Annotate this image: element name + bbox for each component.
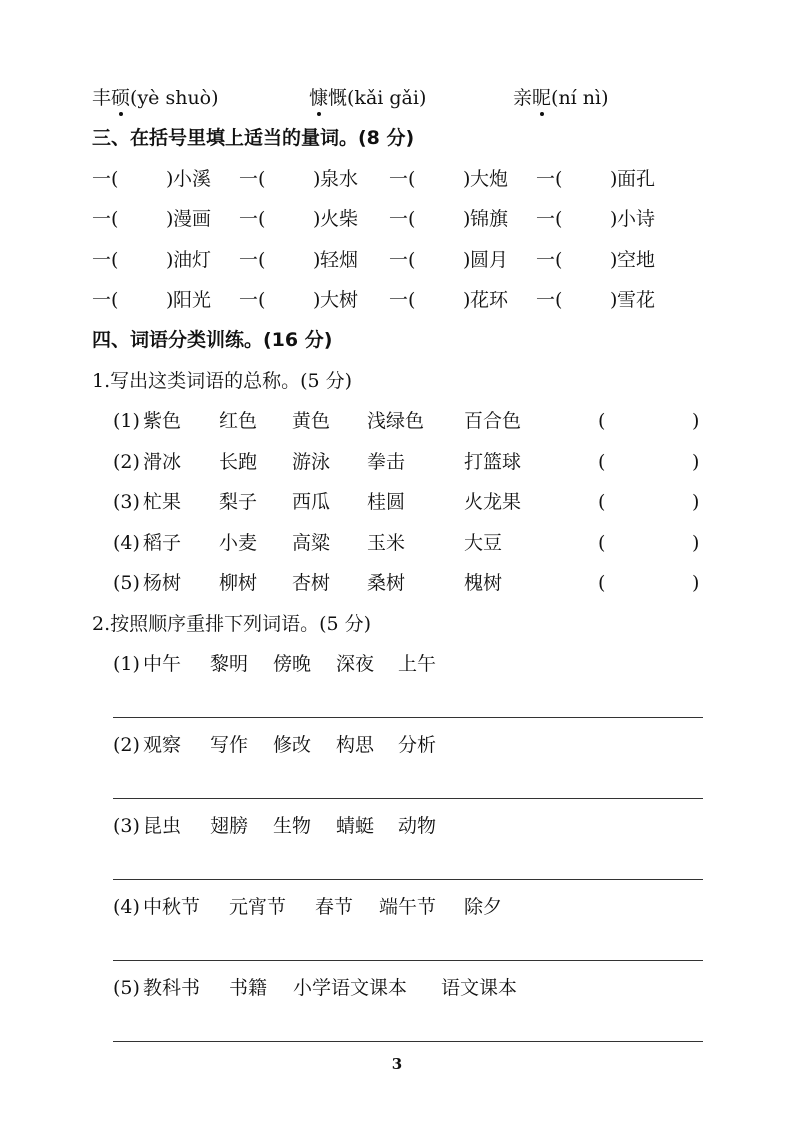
category-word: 柳树: [219, 572, 258, 594]
measure-word: 雪花: [617, 289, 656, 311]
item-number: (1): [113, 653, 140, 675]
pinyin-options: 慨(kǎi gǎi): [328, 87, 427, 109]
pinyin-char: 亲: [513, 87, 533, 109]
measure-prefix: 一(: [389, 249, 416, 271]
reorder-word: 昆虫: [143, 815, 182, 837]
item-number: (2): [113, 450, 140, 473]
category-word: 杧果: [143, 491, 182, 513]
section-3-title: 三、在括号里填上适当的量词。(8 分): [92, 127, 415, 149]
pinyin-dotted-char: 硕: [111, 87, 131, 109]
measure-blank-close[interactable]: ): [313, 208, 321, 230]
reorder-word: 翅膀: [210, 815, 249, 837]
pinyin-char: 丰: [92, 87, 112, 109]
category-word: 紫色: [143, 410, 182, 432]
measure-blank-close[interactable]: ): [313, 249, 321, 271]
measure-prefix: 一(: [239, 289, 266, 311]
category-word: 桑树: [367, 572, 406, 594]
item-number: (3): [113, 815, 140, 837]
category-word: 浅绿色: [367, 410, 425, 432]
measure-prefix: 一(: [536, 168, 563, 190]
reorder-word: 观察: [143, 734, 182, 756]
pinyin-options: (ní nì): [551, 87, 609, 109]
reorder-word: 黎明: [210, 653, 249, 675]
measure-blank-close[interactable]: ): [610, 289, 618, 311]
item-number: (2): [113, 734, 140, 756]
answer-paren-open[interactable]: (: [598, 491, 606, 513]
measure-word: 小诗: [617, 208, 656, 230]
reorder-word: 生物: [273, 815, 312, 837]
category-word: 槐树: [464, 572, 503, 594]
reorder-word: 构思: [336, 734, 375, 756]
pinyin-dotted-char: 慷: [309, 87, 329, 109]
reorder-word: 分析: [398, 734, 437, 756]
measure-word: 锦旗: [470, 208, 509, 230]
answer-paren-close[interactable]: ): [692, 531, 700, 554]
item-number: (4): [113, 896, 140, 918]
measure-prefix: 一(: [536, 289, 563, 311]
reorder-word: 教科书: [143, 977, 201, 999]
answer-line[interactable]: [113, 717, 703, 718]
reorder-word: 中秋节: [143, 896, 201, 918]
pinyin-item-2: [309, 86, 426, 110]
measure-blank-close[interactable]: ): [610, 168, 618, 190]
answer-paren-close[interactable]: ): [692, 491, 700, 513]
reorder-word: 语文课本: [441, 977, 518, 999]
category-word: 红色: [219, 410, 258, 432]
category-word: 长跑: [219, 450, 258, 473]
measure-word: 大树: [320, 289, 359, 311]
answer-paren-open[interactable]: (: [598, 450, 606, 473]
answer-line[interactable]: [113, 879, 703, 880]
item-number: (5): [113, 572, 140, 594]
measure-word: 泉水: [320, 168, 359, 190]
category-word: 杨树: [143, 572, 182, 594]
reorder-word: 上午: [398, 653, 437, 675]
answer-paren-open[interactable]: (: [598, 531, 606, 554]
measure-word: 轻烟: [320, 249, 359, 271]
reorder-word: 春节: [315, 896, 354, 918]
measure-blank-close[interactable]: ): [610, 249, 618, 271]
answer-line[interactable]: [113, 798, 703, 799]
item-number: (1): [113, 410, 140, 432]
category-word: 火龙果: [464, 491, 522, 513]
answer-paren-open[interactable]: (: [598, 572, 606, 594]
category-word: 黄色: [292, 410, 331, 432]
reorder-word: 元宵节: [229, 896, 287, 918]
reorder-word: 修改: [273, 734, 312, 756]
category-word: 小麦: [219, 531, 258, 554]
category-word: 桂圆: [367, 491, 406, 513]
answer-line[interactable]: [113, 960, 703, 961]
measure-blank-close[interactable]: ): [166, 168, 174, 190]
measure-word: 圆月: [470, 249, 509, 271]
reorder-word: 中午: [143, 653, 182, 675]
reorder-word: 小学语文课本: [293, 977, 408, 999]
measure-word: 花环: [470, 289, 509, 311]
measure-prefix: 一(: [92, 208, 119, 230]
measure-prefix: 一(: [92, 289, 119, 311]
pinyin-options: (yè shuò): [130, 87, 219, 109]
reorder-word: 动物: [398, 815, 437, 837]
section-4-title: 四、词语分类训练。(16 分): [92, 329, 333, 351]
reorder-word: 深夜: [336, 653, 375, 675]
category-word: 高粱: [292, 531, 331, 554]
measure-word: 面孔: [617, 168, 656, 190]
measure-blank-close[interactable]: ): [463, 289, 471, 311]
category-word: 梨子: [219, 491, 258, 513]
measure-prefix: 一(: [389, 289, 416, 311]
measure-prefix: 一(: [92, 249, 119, 271]
category-word: 玉米: [367, 531, 406, 554]
answer-line[interactable]: [113, 1041, 703, 1042]
pinyin-dotted-char: 昵: [532, 87, 552, 109]
category-word: 游泳: [292, 450, 331, 473]
measure-prefix: 一(: [536, 208, 563, 230]
measure-prefix: 一(: [239, 249, 266, 271]
page-number: 3: [391, 1055, 403, 1073]
question-2-title: 2.按照顺序重排下列词语。(5 分): [92, 613, 372, 635]
measure-blank-close[interactable]: ): [463, 249, 471, 271]
reorder-word: 傍晚: [273, 653, 312, 675]
category-word: 滑冰: [143, 450, 182, 473]
measure-word: 阳光: [173, 289, 212, 311]
measure-prefix: 一(: [239, 208, 266, 230]
reorder-word: 除夕: [464, 896, 503, 918]
item-number: (3): [113, 491, 140, 513]
measure-blank-close[interactable]: ): [463, 208, 471, 230]
reorder-word: 写作: [210, 734, 249, 756]
reorder-word: 书籍: [229, 977, 268, 999]
item-number: (4): [113, 531, 140, 554]
category-word: 大豆: [464, 531, 503, 554]
measure-word: 漫画: [173, 208, 212, 230]
pinyin-item-1: [92, 86, 219, 110]
measure-blank-close[interactable]: ): [166, 249, 174, 271]
measure-word: 空地: [617, 249, 656, 271]
measure-prefix: 一(: [536, 249, 563, 271]
measure-blank-close[interactable]: ): [166, 208, 174, 230]
measure-prefix: 一(: [92, 168, 119, 190]
measure-blank-close[interactable]: ): [166, 289, 174, 311]
category-word: 百合色: [464, 410, 522, 432]
measure-prefix: 一(: [239, 168, 266, 190]
measure-blank-close[interactable]: ): [610, 208, 618, 230]
question-1-title: 1.写出这类词语的总称。(5 分): [92, 370, 353, 392]
measure-prefix: 一(: [389, 208, 416, 230]
category-word: 稻子: [143, 531, 182, 554]
category-word: 西瓜: [292, 491, 331, 513]
measure-blank-close[interactable]: ): [313, 168, 321, 190]
measure-blank-close[interactable]: ): [313, 289, 321, 311]
measure-prefix: 一(: [389, 168, 416, 190]
reorder-word: 蜻蜓: [336, 815, 375, 837]
measure-word: 油灯: [173, 249, 212, 271]
reorder-word: 端午节: [379, 896, 437, 918]
pinyin-item-3: [513, 86, 609, 110]
measure-word: 火柴: [320, 208, 359, 230]
category-word: 打篮球: [464, 450, 522, 473]
answer-paren-close[interactable]: ): [692, 572, 700, 594]
measure-blank-close[interactable]: ): [463, 168, 471, 190]
answer-paren-close[interactable]: ): [692, 450, 700, 473]
category-word: 杏树: [292, 572, 331, 594]
answer-paren-open[interactable]: (: [598, 410, 606, 432]
category-word: 拳击: [367, 450, 406, 473]
item-number: (5): [113, 977, 140, 999]
measure-word: 大炮: [470, 168, 509, 190]
answer-paren-close[interactable]: ): [692, 410, 700, 432]
measure-word: 小溪: [173, 168, 212, 190]
